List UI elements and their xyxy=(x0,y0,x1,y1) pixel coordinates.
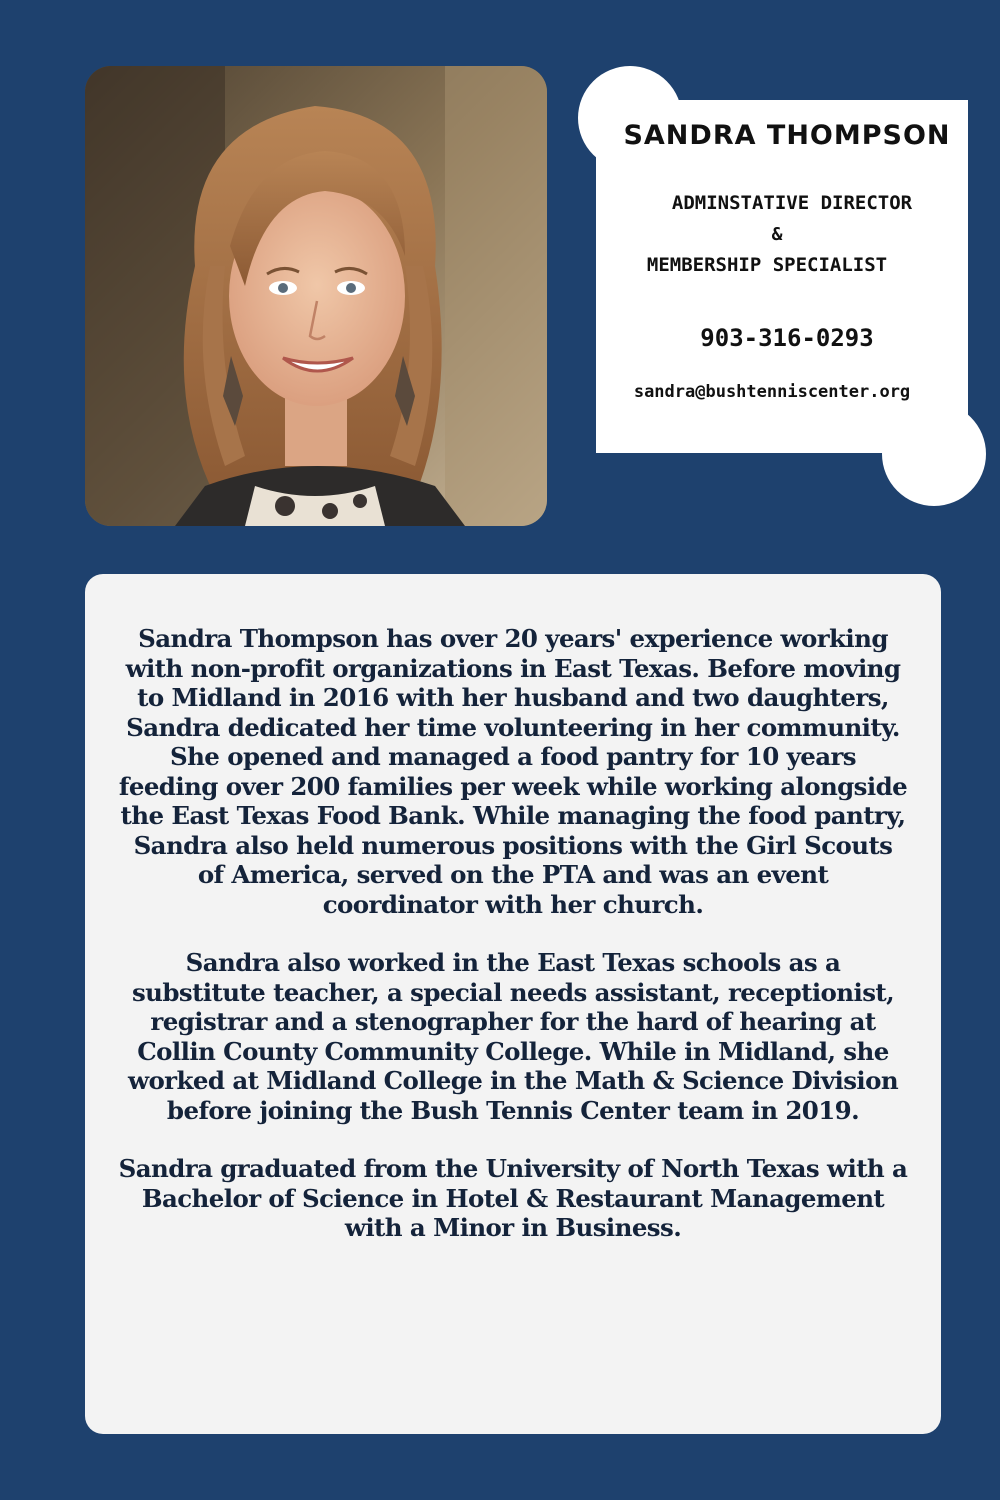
contact-card xyxy=(596,100,968,453)
job-title-line-2: MEMBERSHIP SPECIALIST xyxy=(646,254,888,276)
person-name: SANDRA THOMPSON xyxy=(623,120,951,151)
bio-paragraph-1: Sandra Thompson has over 20 years' experience working with non-profit organizations in East Texas. Before moving to Midland in 2016 with her husband and two daughters, Sandra dedicated her time volunteering in her community. She opened and managed a food pantry for 10 years feeding over 200 families per week while working alongside the East Texas Food Bank. While managing the food pantry, Sandra also held numerous positions with the Girl Scouts of America, served on the PTA and was an event coordinator with her church. xyxy=(118,624,908,919)
portrait-illustration xyxy=(85,66,547,526)
profile-photo xyxy=(85,66,547,526)
bio-paragraph-2: Sandra also worked in the East Texas schools as a substitute teacher, a special needs assistant, receptionist, registrar and a stenographer for the hard of hearing at Collin County Community College. While in Midland, she worked at Midland College in the Math & Science Division before joining the Bush Tennis Center team in 2019. xyxy=(127,948,899,1125)
phone-number[interactable]: 903-316-0293 xyxy=(700,324,874,352)
email-address[interactable]: sandra@bushtenniscenter.org xyxy=(633,382,911,402)
job-title-joiner: & xyxy=(771,224,783,245)
bio-paragraph-3: Sandra graduated from the University of North Texas with a Bachelor of Science in Hotel & Restaurant Management with a Minor in Business. xyxy=(118,1154,908,1242)
biography-panel xyxy=(85,574,941,1434)
job-title-line-1: ADMINSTATIVE DIRECTOR xyxy=(671,192,913,214)
